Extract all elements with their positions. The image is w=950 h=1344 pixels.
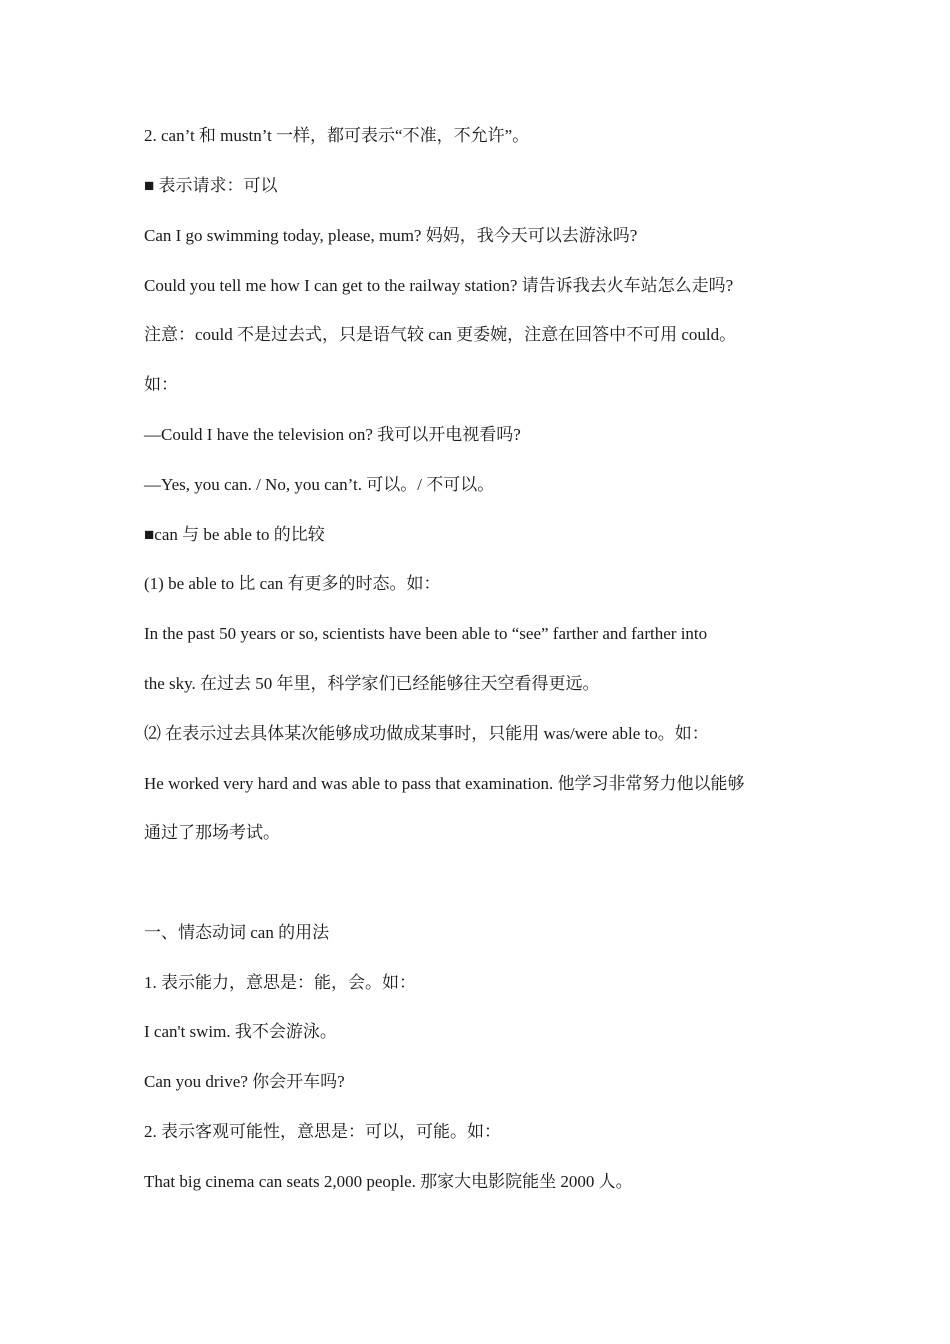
text-line: That big cinema can seats 2,000 people. 那家大电影院能坐 2000 人。	[144, 1172, 633, 1191]
section-heading: ■can 与 be able to 的比较	[144, 525, 325, 544]
text-line: 注意：could 不是过去式，只是语气较 can 更委婉，注意在回答中不可用 could。	[144, 325, 737, 344]
section-heading: 一、情态动词 can 的用法	[144, 923, 330, 942]
text-line: He worked very hard and was able to pass that examination. 他学习非常努力他以能够	[144, 774, 745, 793]
text-line: 1. 表示能力，意思是：能，会。如：	[144, 973, 416, 992]
text-line: ⑵ 在表示过去具体某次能够成功做成某事时，只能用 was/were able to。如：	[144, 724, 709, 743]
text-line: —Could I have the television on? 我可以开电视看吗?	[144, 425, 521, 444]
text-line: In the past 50 years or so, scientists have been able to “see” farther and farther into	[144, 624, 708, 643]
text-line: (1) be able to 比 can 有更多的时态。如：	[144, 574, 441, 593]
text-line: 如：	[144, 375, 178, 394]
text-line: Could you tell me how I can get to the railway station? 请告诉我去火车站怎么走吗?	[144, 276, 734, 295]
section-heading: ■ 表示请求：可以	[144, 176, 278, 195]
text-line: —Yes, you can. / No, you can’t. 可以。/ 不可以。	[144, 475, 495, 494]
text-line: 通过了那场考试。	[144, 823, 280, 842]
text-line: Can you drive? 你会开车吗?	[144, 1072, 345, 1091]
text-line: 2. 表示客观可能性，意思是：可以，可能。如：	[144, 1122, 501, 1141]
text-line: the sky. 在过去 50 年里，科学家们已经能够往天空看得更远。	[144, 674, 600, 693]
text-line: 2. can’t 和 mustn’t 一样，都可表示“不准，不允许”。	[144, 126, 530, 145]
text-line: I can't swim. 我不会游泳。	[144, 1022, 337, 1041]
text-line: Can I go swimming today, please, mum? 妈妈，我今天可以去游泳吗?	[144, 226, 638, 245]
